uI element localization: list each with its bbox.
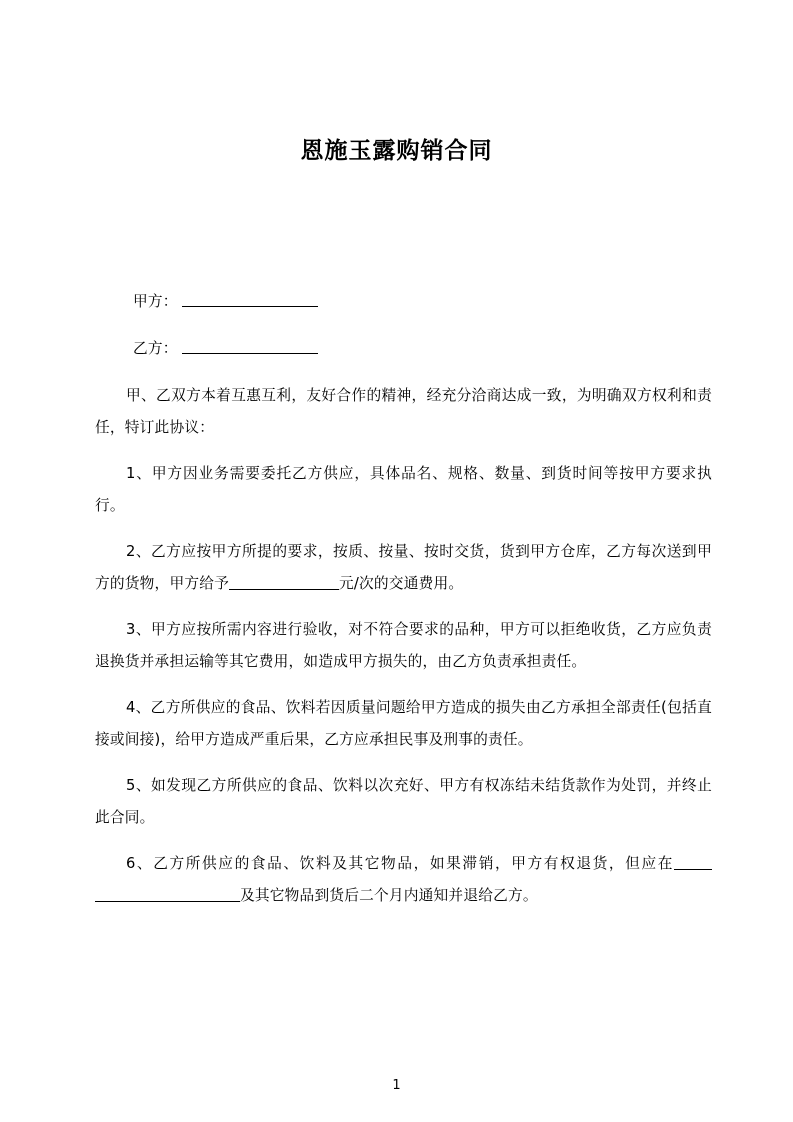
party-a-field[interactable] [182,291,318,307]
page-number: 1 [392,1078,401,1093]
clause-6-text-after: 及其它物品到货后二个月内通知并退给乙方。 [240,887,538,904]
party-b-label: 乙方： [133,340,178,357]
clause-6-text-before: 6、乙方所供应的食品、饮料及其它物品，如果滞销，甲方有权退货，但应在 [126,855,674,872]
clause-6 [95,848,712,912]
return-period-field-part2[interactable] [95,886,240,902]
clause-1: 1、甲方因业务需要委托乙方供应，具体品名、规格、数量、到货时间等按甲方要求执行。 [95,465,712,514]
transport-fee-field[interactable] [229,574,339,590]
party-b-line [95,333,712,365]
clause-2 [95,536,712,600]
clause-4: 4、乙方所供应的食品、饮料若因质量问题给甲方造成的损失由乙方承担全部责任(包括直接或间接)，给甲方造成严重后果，乙方应承担民事及刑事的责任。 [95,699,712,748]
preamble-paragraph: 甲、乙双方本着互惠互利，友好合作的精神，经充分洽商达成一致，为明确双方权利和责任，特订此协议： [95,387,712,436]
clause-2-text-after: 元/次的交通费用。 [339,575,464,592]
clause-3: 3、甲方应按所需内容进行验收，对不符合要求的品种，甲方可以拒绝收货，乙方应负责退换货并承担运输等其它费用，如造成甲方损失的，由乙方负责承担责任。 [95,621,712,670]
clause-2-text-before: 2、乙方应按甲方所提的要求，按质、按量、按时交货，货到甲方仓库，乙方每次送到甲方的货物，甲方给予 [95,543,712,592]
party-b-field[interactable] [182,338,318,354]
return-period-field-part1[interactable] [674,854,712,870]
page-title: 恩施玉露购销合同 [300,138,493,164]
document-body [95,286,712,926]
party-a-label: 甲方： [133,293,178,310]
party-a-line [95,286,712,318]
clause-5: 5、如发现乙方所供应的食品、饮料以次充好、甲方有权冻结未结货款作为处罚，并终止此合同。 [95,777,712,826]
